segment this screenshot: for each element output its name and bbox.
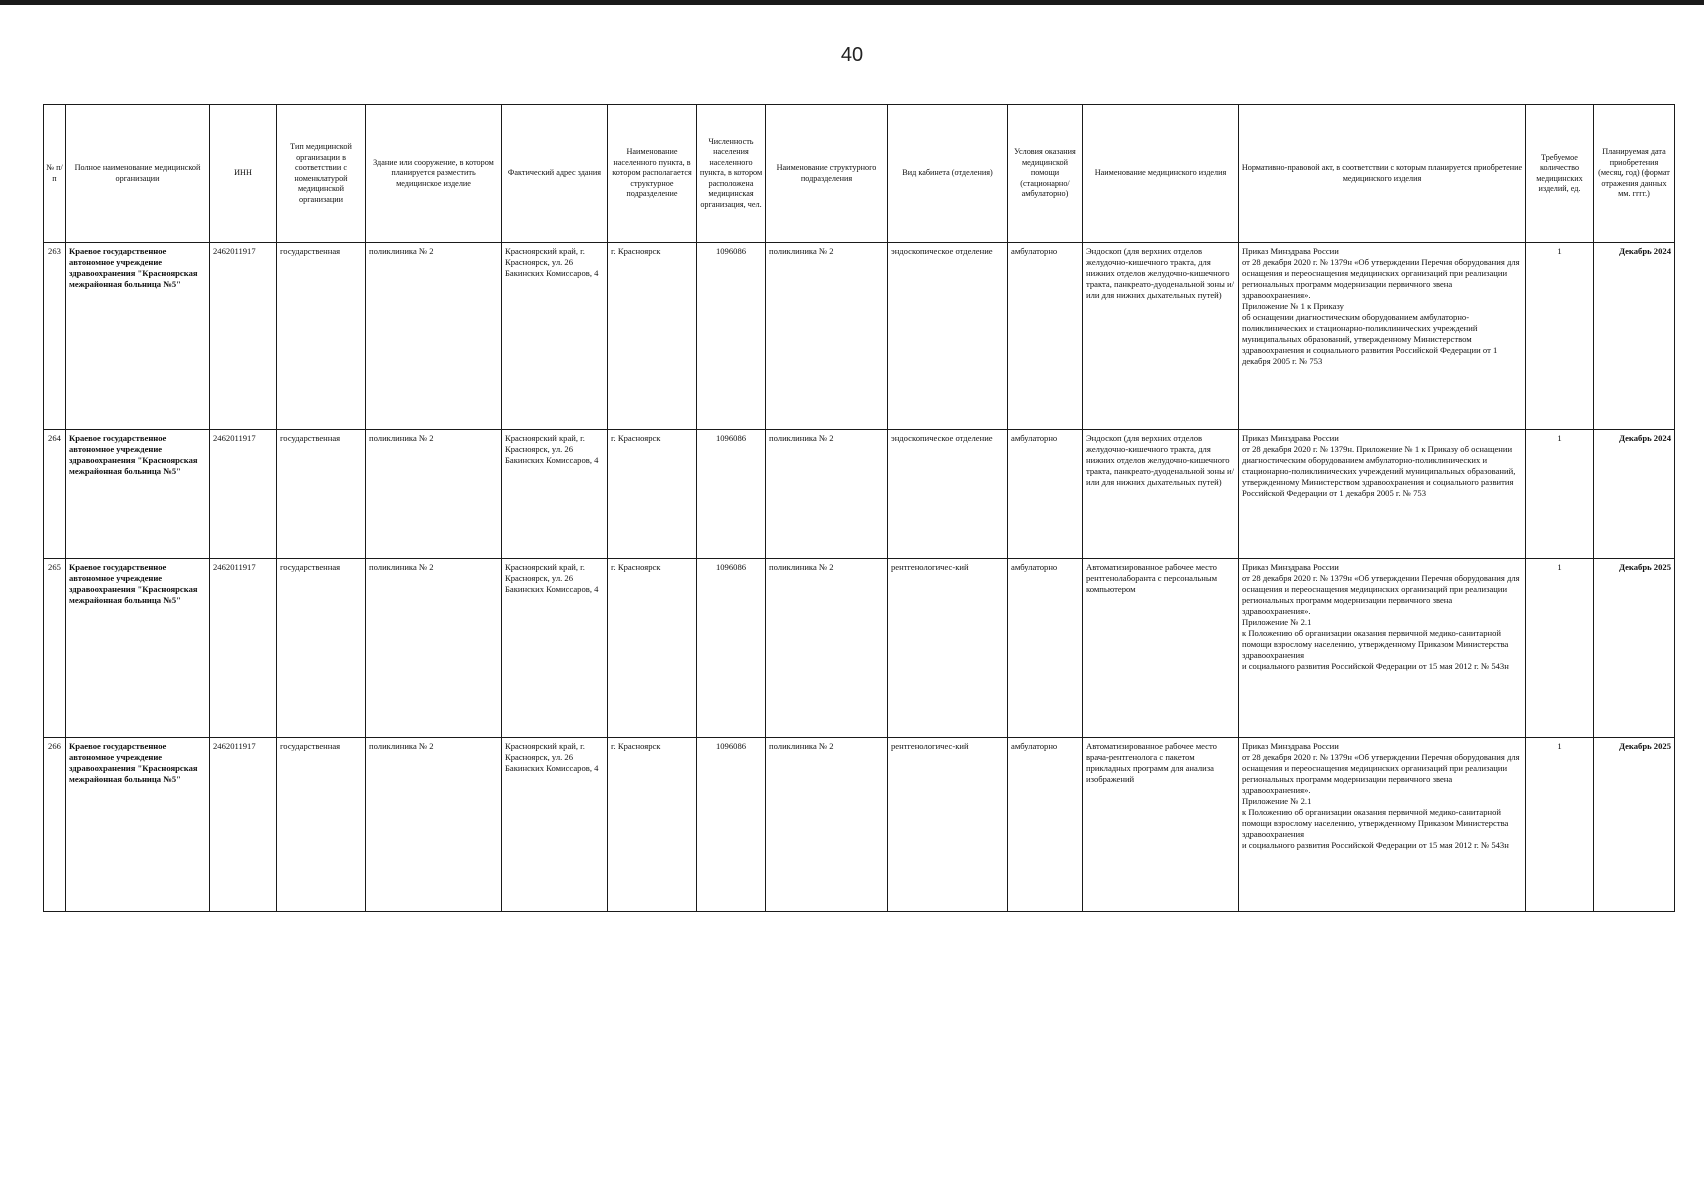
cell-inn: 2462011917	[210, 243, 277, 430]
header-row	[44, 105, 1675, 243]
cell-num: 265	[44, 559, 66, 738]
cell-type: государственная	[277, 430, 366, 559]
cell-num: 264	[44, 430, 66, 559]
col-header-device: Наименование медицинского изделия	[1083, 105, 1239, 243]
table-row	[44, 430, 1675, 559]
cell-address: Красноярский край, г. Красноярск, ул. 26 Бакинских Комиссаров, 4	[502, 559, 608, 738]
cell-device: Автоматизированное рабочее место рентгенолаборанта с персональным компьютером	[1083, 559, 1239, 738]
col-header-conditions: Условия оказания медицинской помощи (стационарно/ амбулаторно)	[1008, 105, 1083, 243]
cell-building: поликлиника № 2	[366, 430, 502, 559]
cell-org: Краевое государственное автономное учреждение здравоохранения "Красноярская межрайонная больница №5"	[66, 243, 210, 430]
cell-building: поликлиника № 2	[366, 243, 502, 430]
cell-org: Краевое государственное автономное учреждение здравоохранения "Красноярская межрайонная больница №5"	[66, 559, 210, 738]
cell-act: Приказ Минздрава России от 28 декабря 2020 г. № 1379н «Об утверждении Перечня оборудования для оснащения и переоснащения медицинских организаций при реализации региональных программ модернизации первичного звена здравоохранения». Приложение № 1 к Приказу об оснащении диагностическим оборудованием амбулаторно-поликлинических и стационарно-поликлинических учреждений муниципальных образований, утвержденному Министерством здравоохранения и социального развития Российской Федерации от 1 декабря 2005 г. № 753	[1239, 243, 1526, 430]
col-header-act: Нормативно-правовой акт, в соответствии с которым планируется приобретение медицинского изделия	[1239, 105, 1526, 243]
cell-act: Приказ Минздрава России от 28 декабря 2020 г. № 1379н. Приложение № 1 к Приказу об оснащении диагностическим оборудованием амбулаторно-поликлинических и стационарно-поликлинических учреждений муниципальных образований, утвержденному Министерством здравоохранения и социального развития Российской Федерации от 1 декабря 2005 г. № 753	[1239, 430, 1526, 559]
cell-type: государственная	[277, 559, 366, 738]
cell-conditions: амбулаторно	[1008, 559, 1083, 738]
col-header-org: Полное наименование медицинской организации	[66, 105, 210, 243]
cell-locality: г. Красноярск	[608, 738, 697, 912]
cell-date: Декабрь 2025	[1594, 559, 1675, 738]
col-header-cabinet: Вид кабинета (отделения)	[888, 105, 1008, 243]
col-header-date: Планируемая дата приобретения (месяц, год) (формат отражения данных мм. гггг.)	[1594, 105, 1675, 243]
table-row	[44, 559, 1675, 738]
cell-conditions: амбулаторно	[1008, 430, 1083, 559]
cell-locality: г. Красноярск	[608, 243, 697, 430]
cell-address: Красноярский край, г. Красноярск, ул. 26 Бакинских Комиссаров, 4	[502, 738, 608, 912]
cell-address: Красноярский край, г. Красноярск, ул. 26 Бакинских Комиссаров, 4	[502, 430, 608, 559]
cell-qty: 1	[1526, 738, 1594, 912]
cell-qty: 1	[1526, 430, 1594, 559]
cell-population: 1096086	[697, 738, 766, 912]
cell-cabinet: эндоскопическое отделение	[888, 430, 1008, 559]
cell-inn: 2462011917	[210, 559, 277, 738]
cell-device: Эндоскоп (для верхних отделов желудочно-кишечного тракта, для нижних отделов желудочно-кишечного тракта, панкреато-дуоденальной зоны и/или для нижних дыхательных путей)	[1083, 430, 1239, 559]
cell-building: поликлиника № 2	[366, 559, 502, 738]
cell-cabinet: эндоскопическое отделение	[888, 243, 1008, 430]
col-header-inn: ИНН	[210, 105, 277, 243]
col-header-building: Здание или сооружение, в котором планируется разместить медицинское изделие	[366, 105, 502, 243]
cell-population: 1096086	[697, 559, 766, 738]
cell-num: 266	[44, 738, 66, 912]
cell-inn: 2462011917	[210, 430, 277, 559]
cell-locality: г. Красноярск	[608, 559, 697, 738]
cell-num: 263	[44, 243, 66, 430]
col-header-unit: Наименование структурного подразделения	[766, 105, 888, 243]
cell-device: Эндоскоп (для верхних отделов желудочно-кишечного тракта, для нижних отделов желудочно-кишечного тракта, панкреато-дуоденальной зоны и/или для нижних дыхательных путей)	[1083, 243, 1239, 430]
cell-unit: поликлиника № 2	[766, 243, 888, 430]
cell-act: Приказ Минздрава России от 28 декабря 2020 г. № 1379н «Об утверждении Перечня оборудования для оснащения и переоснащения медицинских организаций при реализации региональных программ модернизации первичного звена здравоохранения». Приложение № 2.1 к Положению об организации оказания первичной медико-санитарной помощи взрослому населению, утвержденному Приказом Министерства здравоохранения и социального развития Российской Федерации от 15 мая 2012 г. № 543н	[1239, 738, 1526, 912]
cell-qty: 1	[1526, 559, 1594, 738]
cell-date: Декабрь 2024	[1594, 430, 1675, 559]
cell-type: государственная	[277, 243, 366, 430]
col-header-address: Фактический адрес здания	[502, 105, 608, 243]
cell-population: 1096086	[697, 243, 766, 430]
cell-conditions: амбулаторно	[1008, 738, 1083, 912]
cell-type: государственная	[277, 738, 366, 912]
cell-act: Приказ Минздрава России от 28 декабря 2020 г. № 1379н «Об утверждении Перечня оборудования для оснащения и переоснащения медицинских организаций при реализации региональных программ модернизации первичного звена здравоохранения». Приложение № 2.1 к Положению об организации оказания первичной медико-санитарной помощи взрослому населению, утвержденному Приказом Министерства здравоохранения и социального развития Российской Федерации от 15 мая 2012 г. № 543н	[1239, 559, 1526, 738]
cell-unit: поликлиника № 2	[766, 738, 888, 912]
cell-device: Автоматизированное рабочее место врача-рентгенолога с пакетом прикладных программ для анализа изображений	[1083, 738, 1239, 912]
page-number: 40	[840, 44, 864, 66]
col-header-qty: Требуемое количество медицинских изделий, ед.	[1526, 105, 1594, 243]
cell-date: Декабрь 2025	[1594, 738, 1675, 912]
cell-org: Краевое государственное автономное учреждение здравоохранения "Красноярская межрайонная больница №5"	[66, 430, 210, 559]
cell-inn: 2462011917	[210, 738, 277, 912]
cell-population: 1096086	[697, 430, 766, 559]
cell-building: поликлиника № 2	[366, 738, 502, 912]
col-header-type: Тип медицинской организации в соответствии с номенклатурой медицинской организации	[277, 105, 366, 243]
cell-locality: г. Красноярск	[608, 430, 697, 559]
cell-address: Красноярский край, г. Красноярск, ул. 26 Бакинских Комиссаров, 4	[502, 243, 608, 430]
cell-unit: поликлиника № 2	[766, 559, 888, 738]
table-row	[44, 243, 1675, 430]
table-row	[44, 738, 1675, 912]
equipment-table	[43, 104, 1675, 912]
cell-qty: 1	[1526, 243, 1594, 430]
col-header-locality: Наименование населенного пункта, в котором располагается структурное подразделение	[608, 105, 697, 243]
top-border-rule	[0, 0, 1704, 5]
cell-cabinet: рентгенологичес-кий	[888, 559, 1008, 738]
col-header-population: Численность населения населенного пункта, в котором расположена медицинская организация, чел.	[697, 105, 766, 243]
cell-unit: поликлиника № 2	[766, 430, 888, 559]
col-header-num: № п/п	[44, 105, 66, 243]
cell-org: Краевое государственное автономное учреждение здравоохранения "Красноярская межрайонная больница №5"	[66, 738, 210, 912]
cell-conditions: амбулаторно	[1008, 243, 1083, 430]
cell-date: Декабрь 2024	[1594, 243, 1675, 430]
cell-cabinet: рентгенологичес-кий	[888, 738, 1008, 912]
